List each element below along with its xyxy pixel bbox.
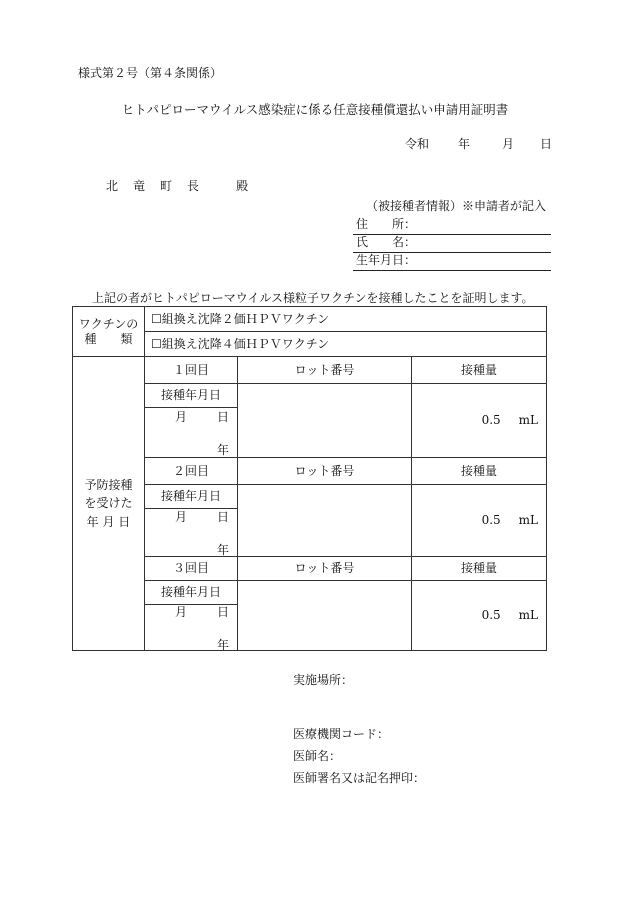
year-char: 年	[216, 542, 229, 557]
date-label-line: 年 月 日	[86, 514, 131, 529]
dose-header: 接種量	[412, 557, 547, 581]
date-era: 令和	[405, 137, 430, 151]
vaccination-table	[72, 306, 547, 651]
dose-value: 0.5	[481, 513, 501, 528]
facility-label: 実施場所：	[293, 673, 354, 687]
dose-header: 接種量	[412, 458, 547, 485]
birthdate-label: 生年月日：	[356, 253, 417, 267]
birthdate-field[interactable]	[353, 254, 551, 271]
vaccine-option-bivalent[interactable]: ☐組換え沈降２価ＨＰＶワクチン	[145, 307, 547, 332]
month-char: 月	[175, 410, 188, 425]
lot-number-cell[interactable]	[238, 384, 412, 458]
vaccination-date-cell[interactable]	[145, 509, 238, 557]
vaccine-option-quadrivalent[interactable]: ☐組換え沈降４価ＨＰＶワクチン	[145, 332, 547, 357]
dose-cell	[412, 581, 547, 651]
addressee-honorific: 殿	[236, 179, 250, 193]
vaccine-type-label-line: 種 類	[84, 331, 133, 346]
month-char: 月	[175, 605, 188, 620]
certification-statement: 上記の者がヒトパピローマウイルス様粒子ワクチンを接種したことを証明します。	[92, 291, 534, 305]
vaccine-type-label-line: ワクチンの	[78, 317, 139, 332]
vaccination-date-cell[interactable]	[145, 605, 238, 651]
vaccination-date-header: 接種年月日	[145, 581, 238, 605]
day-char: 日	[216, 410, 229, 425]
day-char: 日	[216, 510, 229, 525]
institution-code-label: 医療機関コード：	[293, 727, 390, 741]
dose-unit: mL	[518, 608, 539, 623]
date-label-line: 予防接種	[84, 477, 133, 492]
lot-number-header: ロット番号	[238, 458, 412, 485]
date-day: 日	[540, 137, 553, 151]
lot-number-header: ロット番号	[238, 557, 412, 581]
vaccination-date-header: 接種年月日	[145, 384, 238, 408]
dose-unit: mL	[518, 513, 539, 528]
dose-header: 接種量	[412, 357, 547, 384]
addressee-char: 竜	[133, 179, 147, 193]
addressee-char: 長	[187, 179, 201, 193]
vaccinee-info-note: （被接種者情報）※申請者が記入	[366, 199, 547, 213]
day-char: 日	[216, 605, 229, 620]
date-month: 月	[502, 137, 515, 151]
document-title: ヒトパピローマウイルス感染症に係る任意接種償還払い申請用証明書	[121, 102, 509, 117]
dose-unit: mL	[518, 413, 539, 428]
address-label: 住 所：	[356, 217, 417, 231]
date-label-line: を受けた	[84, 496, 133, 511]
dose-value: 0.5	[481, 608, 501, 623]
round-2-label: ２回目	[145, 458, 238, 485]
year-char: 年	[216, 442, 229, 457]
doctor-name-label: 医師名：	[293, 749, 342, 763]
addressee	[106, 180, 249, 192]
lot-number-cell[interactable]	[238, 581, 412, 651]
dose-value: 0.5	[481, 413, 501, 428]
doctor-signature-label: 医師署名又は記名押印：	[293, 771, 426, 785]
dose-cell	[412, 384, 547, 458]
lot-number-cell[interactable]	[238, 485, 412, 557]
addressee-char: 北	[106, 179, 120, 193]
vaccination-date-label	[73, 357, 145, 651]
vaccination-date-cell[interactable]	[145, 408, 238, 458]
date-year: 年	[458, 137, 471, 151]
name-label: 氏 名：	[356, 235, 417, 249]
form-number: 様式第２号（第４条関係）	[78, 66, 223, 80]
round-1-label: １回目	[145, 357, 238, 384]
lot-number-header: ロット番号	[238, 357, 412, 384]
year-char: 年	[216, 637, 229, 652]
dose-cell	[412, 485, 547, 557]
vaccine-type-label	[73, 307, 145, 357]
month-char: 月	[175, 510, 188, 525]
vaccination-date-header: 接種年月日	[145, 485, 238, 509]
round-3-label: ３回目	[145, 557, 238, 581]
addressee-char: 町	[160, 179, 174, 193]
